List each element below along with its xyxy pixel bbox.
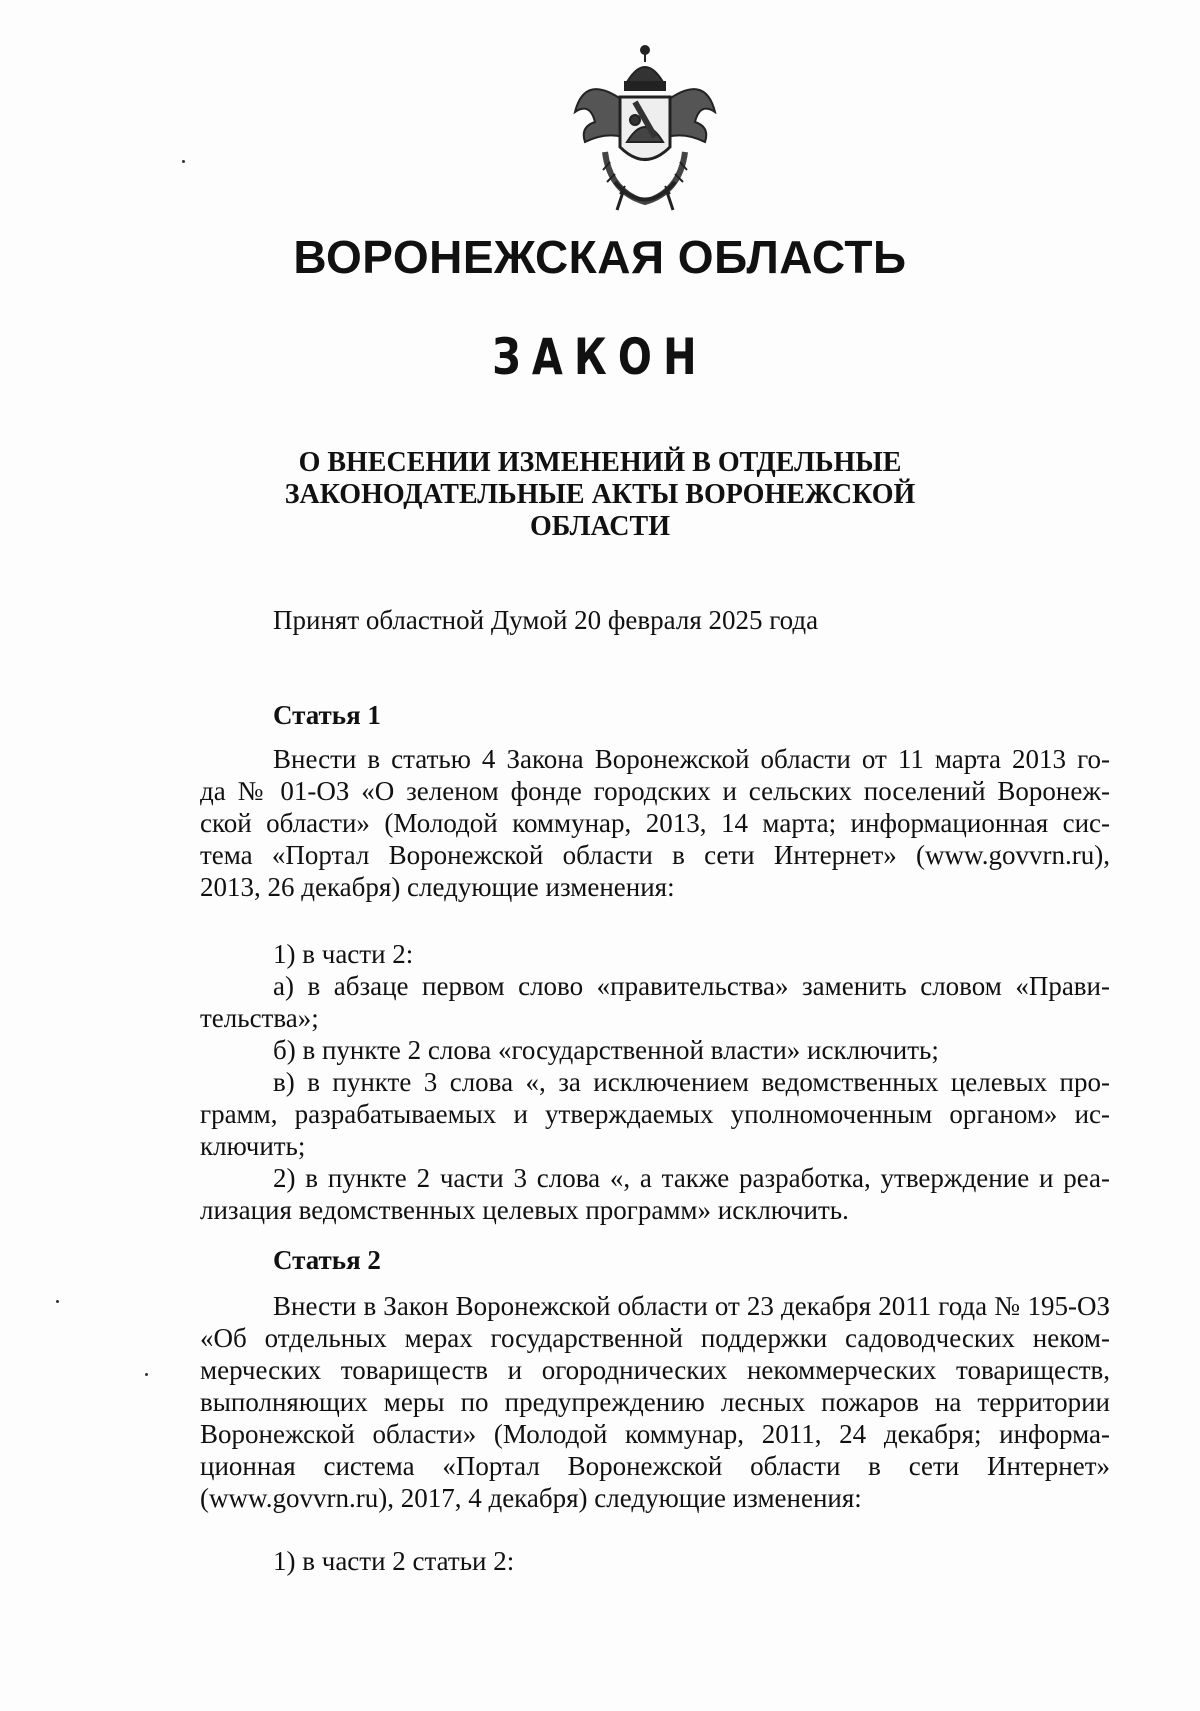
text-line: ской области» (Молодой коммунар, 2013, 14 марта; информационная сис- bbox=[200, 808, 1110, 838]
text-line: 2013, 26 декабря) следующие изменения: bbox=[200, 872, 675, 902]
title-line: ОБЛАСТИ bbox=[530, 511, 670, 542]
scan-speck bbox=[145, 1373, 148, 1376]
text-line: выполняющих меры по предупреждению лесных пожаров на территории bbox=[200, 1387, 1110, 1417]
scan-speck bbox=[56, 1300, 59, 1303]
text-line: 1) в части 2 статьи 2: bbox=[273, 1546, 515, 1576]
title-line: О ВНЕСЕНИИ ИЗМЕНЕНИЙ В ОТДЕЛЬНЫЕ bbox=[298, 447, 902, 478]
text-line: Воронежской области» (Молодой коммунар, 2011, 24 декабря; информа- bbox=[200, 1419, 1110, 1449]
text-line: тельства»; bbox=[200, 1003, 319, 1033]
region-name: ВОРОНЕЖСКАЯ ОБЛАСТЬ bbox=[293, 231, 907, 283]
adoption-date: Принят областной Думой 20 февраля 2025 года bbox=[273, 605, 819, 635]
article-1-heading: Статья 1 bbox=[273, 700, 381, 730]
text-line: ционная система «Портал Воронежской области в сети Интернет» bbox=[200, 1451, 1110, 1481]
text-line: б) в пункте 2 слова «государственной власти» исключить; bbox=[273, 1035, 939, 1065]
article-2-intro bbox=[200, 1290, 1110, 1514]
text-line: в) в пункте 3 слова «, за исключением ведомственных целевых про- bbox=[273, 1067, 1110, 1097]
text-line: «Об отдельных мерах государственной поддержки садоводческих неком- bbox=[200, 1323, 1110, 1353]
text-line: тема «Портал Воронежской области в сети Интернет» (www.govvrn.ru), bbox=[200, 840, 1110, 870]
text-line: мерческих товариществ и огороднических некоммерческих товариществ, bbox=[200, 1355, 1110, 1385]
text-line: 1) в части 2: bbox=[273, 939, 414, 969]
document-type: ЗАКОН bbox=[492, 328, 708, 386]
text-line: а) в абзаце первом слово «правительства» заменить словом «Прави- bbox=[273, 971, 1110, 1001]
scan-speck bbox=[182, 160, 185, 163]
article-2-items bbox=[200, 1545, 1110, 1577]
text-line: 2) в пункте 2 части 3 слова «, а также разработка, утверждение и реа- bbox=[273, 1163, 1110, 1193]
law-title bbox=[250, 447, 950, 543]
article-1-items bbox=[200, 938, 1110, 1226]
text-line: (www.govvrn.ru), 2017, 4 декабря) следующие изменения: bbox=[200, 1483, 862, 1513]
coat-of-arms-emblem bbox=[565, 42, 725, 217]
text-line: Внести в Закон Воронежской области от 23 декабря 2011 года № 195-ОЗ bbox=[273, 1291, 1110, 1321]
text-line: да № 01-ОЗ «О зеленом фонде городских и сельских поселений Воронеж- bbox=[200, 776, 1110, 806]
article-2-heading: Статья 2 bbox=[273, 1245, 381, 1275]
title-line: ЗАКОНОДАТЕЛЬНЫЕ АКТЫ ВОРОНЕЖСКОЙ bbox=[284, 479, 916, 510]
text-line: лизация ведомственных целевых программ» исключить. bbox=[200, 1195, 849, 1225]
text-line: Внести в статью 4 Закона Воронежской области от 11 марта 2013 го- bbox=[273, 744, 1110, 774]
text-line: грамм, разрабатываемых и утверждаемых уполномоченным органом» ис- bbox=[200, 1099, 1110, 1129]
text-line: ключить; bbox=[200, 1131, 306, 1161]
article-1-intro bbox=[200, 743, 1110, 903]
